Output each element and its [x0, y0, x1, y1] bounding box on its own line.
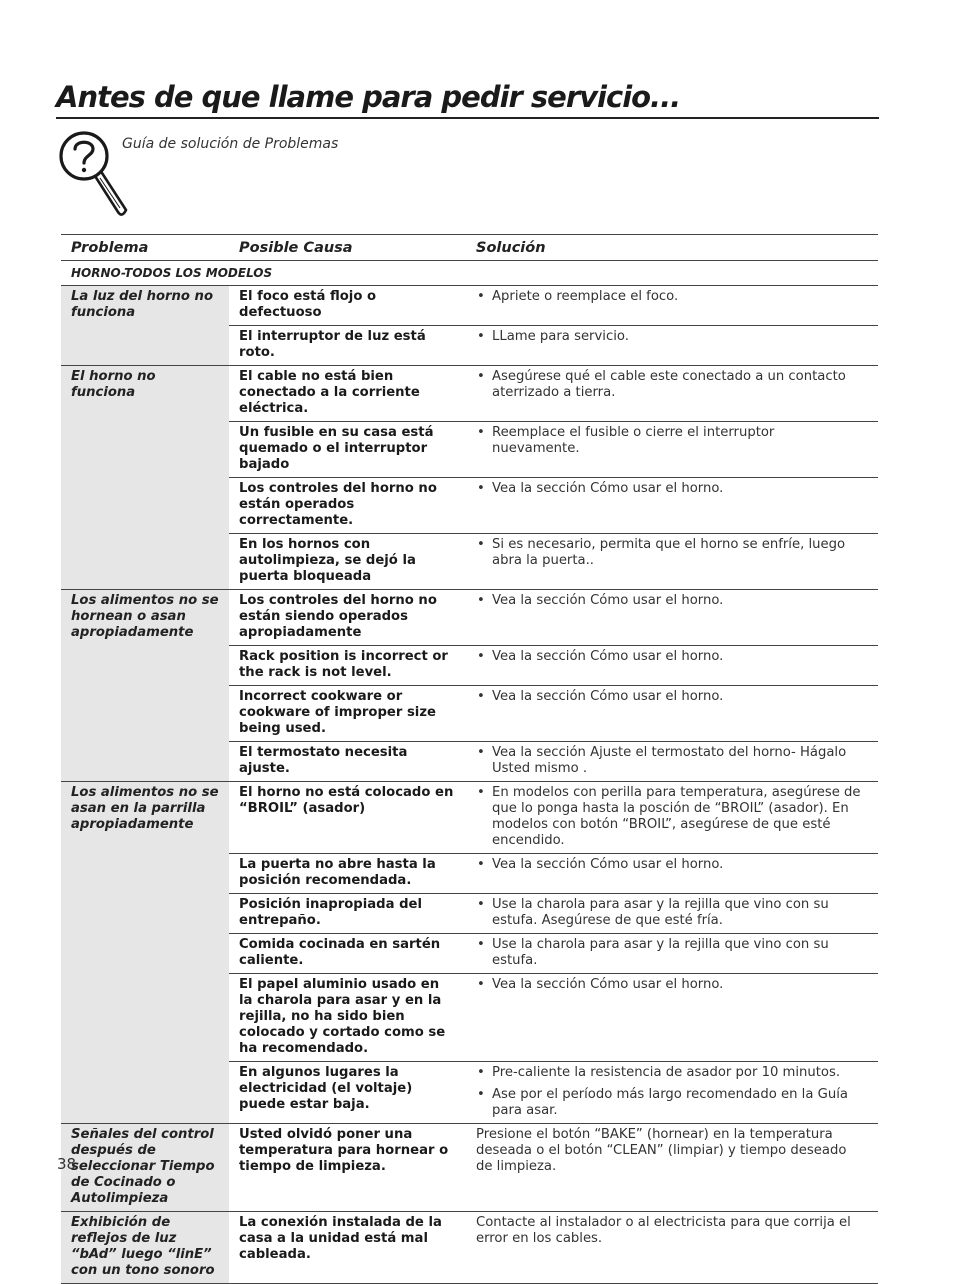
title-divider — [56, 117, 879, 119]
solution-cell — [466, 742, 878, 782]
cause-cell: Incorrect cookware or cookware of improper size being used. — [229, 686, 466, 742]
cause-cell: Un fusible en su casa está quemado o el interruptor bajado — [229, 422, 466, 478]
problem-cell: El horno no funciona — [61, 366, 229, 590]
table-header-row — [61, 235, 878, 261]
solution-bullet: • Ase por el período más largo recomendado en la Guía para asar. — [476, 1087, 864, 1119]
troubleshooting-table — [61, 234, 878, 1284]
table-row — [61, 782, 878, 854]
solution-cell — [466, 686, 878, 742]
problem-cell: Señales del control después de seleccionar Tiempo de Cocinado o Autolimpieza — [61, 1124, 229, 1212]
solution-cell — [466, 1062, 878, 1124]
problem-cell: Los alimentos no se hornean o asan apropiadamente — [61, 590, 229, 782]
solution-cell — [466, 590, 878, 646]
solution-bullet: • Vea la sección Cómo usar el horno. — [476, 857, 864, 873]
section-heading: HORNO-TODOS LOS MODELOS — [61, 261, 878, 286]
cause-cell: El interruptor de luz está roto. — [229, 326, 466, 366]
solution-bullet: • Apriete o reemplace el foco. — [476, 289, 864, 305]
solution-cell: Presione el botón “BAKE” (hornear) en la temperatura deseada o el botón “CLEAN” (limpiar) y tiempo deseado de limpieza. — [466, 1124, 878, 1212]
cause-cell: El foco está flojo o defectuoso — [229, 286, 466, 326]
header-problem: Problema — [61, 235, 229, 261]
solution-cell — [466, 934, 878, 974]
header-solution: Solución — [466, 235, 878, 261]
solution-bullet: • Vea la sección Cómo usar el horno. — [476, 481, 864, 497]
cause-cell: En los hornos con autolimpieza, se dejó la puerta bloqueada — [229, 534, 466, 590]
solution-cell — [466, 286, 878, 326]
solution-cell — [466, 854, 878, 894]
cause-cell: El cable no está bien conectado a la corriente eléctrica. — [229, 366, 466, 422]
cause-cell: Los controles del horno no están siendo operados apropiadamente — [229, 590, 466, 646]
solution-bullet: • Si es necesario, permita que el horno se enfríe, luego abra la puerta.. — [476, 537, 864, 569]
cause-cell: Los controles del horno no están operados correctamente. — [229, 478, 466, 534]
solution-cell — [466, 894, 878, 934]
cause-cell: El termostato necesita ajuste. — [229, 742, 466, 782]
cause-cell: En algunos lugares la electricidad (el voltaje) puede estar baja. — [229, 1062, 466, 1124]
table-row — [61, 1212, 878, 1284]
solution-bullet: • En modelos con perilla para temperatura, asegúrese de que lo ponga hasta la posción de “BROIL” (asador). En modelos con botón “BROIL”, asegúrese de que esté encendido. — [476, 785, 864, 849]
cause-cell: La conexión instalada de la casa a la unidad está mal cableada. — [229, 1212, 466, 1284]
header-cause: Posible Causa — [229, 235, 466, 261]
cause-cell: Usted olvidó poner una temperatura para hornear o tiempo de limpieza. — [229, 1124, 466, 1212]
solution-bullet: • Vea la sección Cómo usar el horno. — [476, 689, 864, 705]
solution-cell — [466, 366, 878, 422]
solution-bullet: • Use la charola para asar y la rejilla que vino con su estufa. Asegúrese de que esté fría. — [476, 897, 864, 929]
cause-cell: Posición inapropiada del entrepaño. — [229, 894, 466, 934]
cause-cell: El horno no está colocado en “BROIL” (asador) — [229, 782, 466, 854]
solution-cell — [466, 478, 878, 534]
solution-cell: Contacte al instalador o al electricista para que corrija el error en los cables. — [466, 1212, 878, 1284]
cause-cell: La puerta no abre hasta la posición recomendada. — [229, 854, 466, 894]
solution-cell — [466, 646, 878, 686]
table-row — [61, 286, 878, 326]
solution-cell — [466, 974, 878, 1062]
solution-bullet: • Vea la sección Ajuste el termostato del horno- Hágalo Usted mismo . — [476, 745, 864, 777]
solution-cell — [466, 422, 878, 478]
cause-cell: Rack position is incorrect or the rack is not level. — [229, 646, 466, 686]
solution-bullet: • Pre-caliente la resistencia de asador por 10 minutos. — [476, 1065, 864, 1081]
cause-cell: El papel aluminio usado en la charola para asar y en la rejilla, no ha sido bien colocado y cortado como se ha recomendado. — [229, 974, 466, 1062]
page-title: Antes de que llame para pedir servicio... — [56, 80, 681, 114]
subtitle: Guía de solución de Problemas — [122, 136, 339, 152]
solution-bullet: • Vea la sección Cómo usar el horno. — [476, 649, 864, 665]
solution-bullet: • Vea la sección Cómo usar el horno. — [476, 593, 864, 609]
problem-cell: La luz del horno no funciona — [61, 286, 229, 366]
cause-cell: Comida cocinada en sartén caliente. — [229, 934, 466, 974]
table-row — [61, 590, 878, 646]
page-number: 38 — [57, 1155, 77, 1173]
solution-bullet: • LLame para servicio. — [476, 329, 864, 345]
problem-cell: Los alimentos no se asan en la parrilla apropiadamente — [61, 782, 229, 1124]
solution-bullet: • Vea la sección Cómo usar el horno. — [476, 977, 864, 993]
solution-cell — [466, 782, 878, 854]
table-row — [61, 1124, 878, 1212]
solution-bullet: • Use la charola para asar y la rejilla que vino con su estufa. — [476, 937, 864, 969]
problem-cell: Exhibición de reflejos de luz “bAd” luego “linE” con un tono sonoro — [61, 1212, 229, 1284]
solution-bullet: • Reemplace el fusible o cierre el interruptor nuevamente. — [476, 425, 864, 457]
table-row — [61, 366, 878, 422]
section-heading-row — [61, 261, 878, 286]
solution-cell — [466, 326, 878, 366]
solution-cell — [466, 534, 878, 590]
solution-bullet: • Asegúrese qué el cable este conectado a un contacto aterrizado a tierra. — [476, 369, 864, 401]
